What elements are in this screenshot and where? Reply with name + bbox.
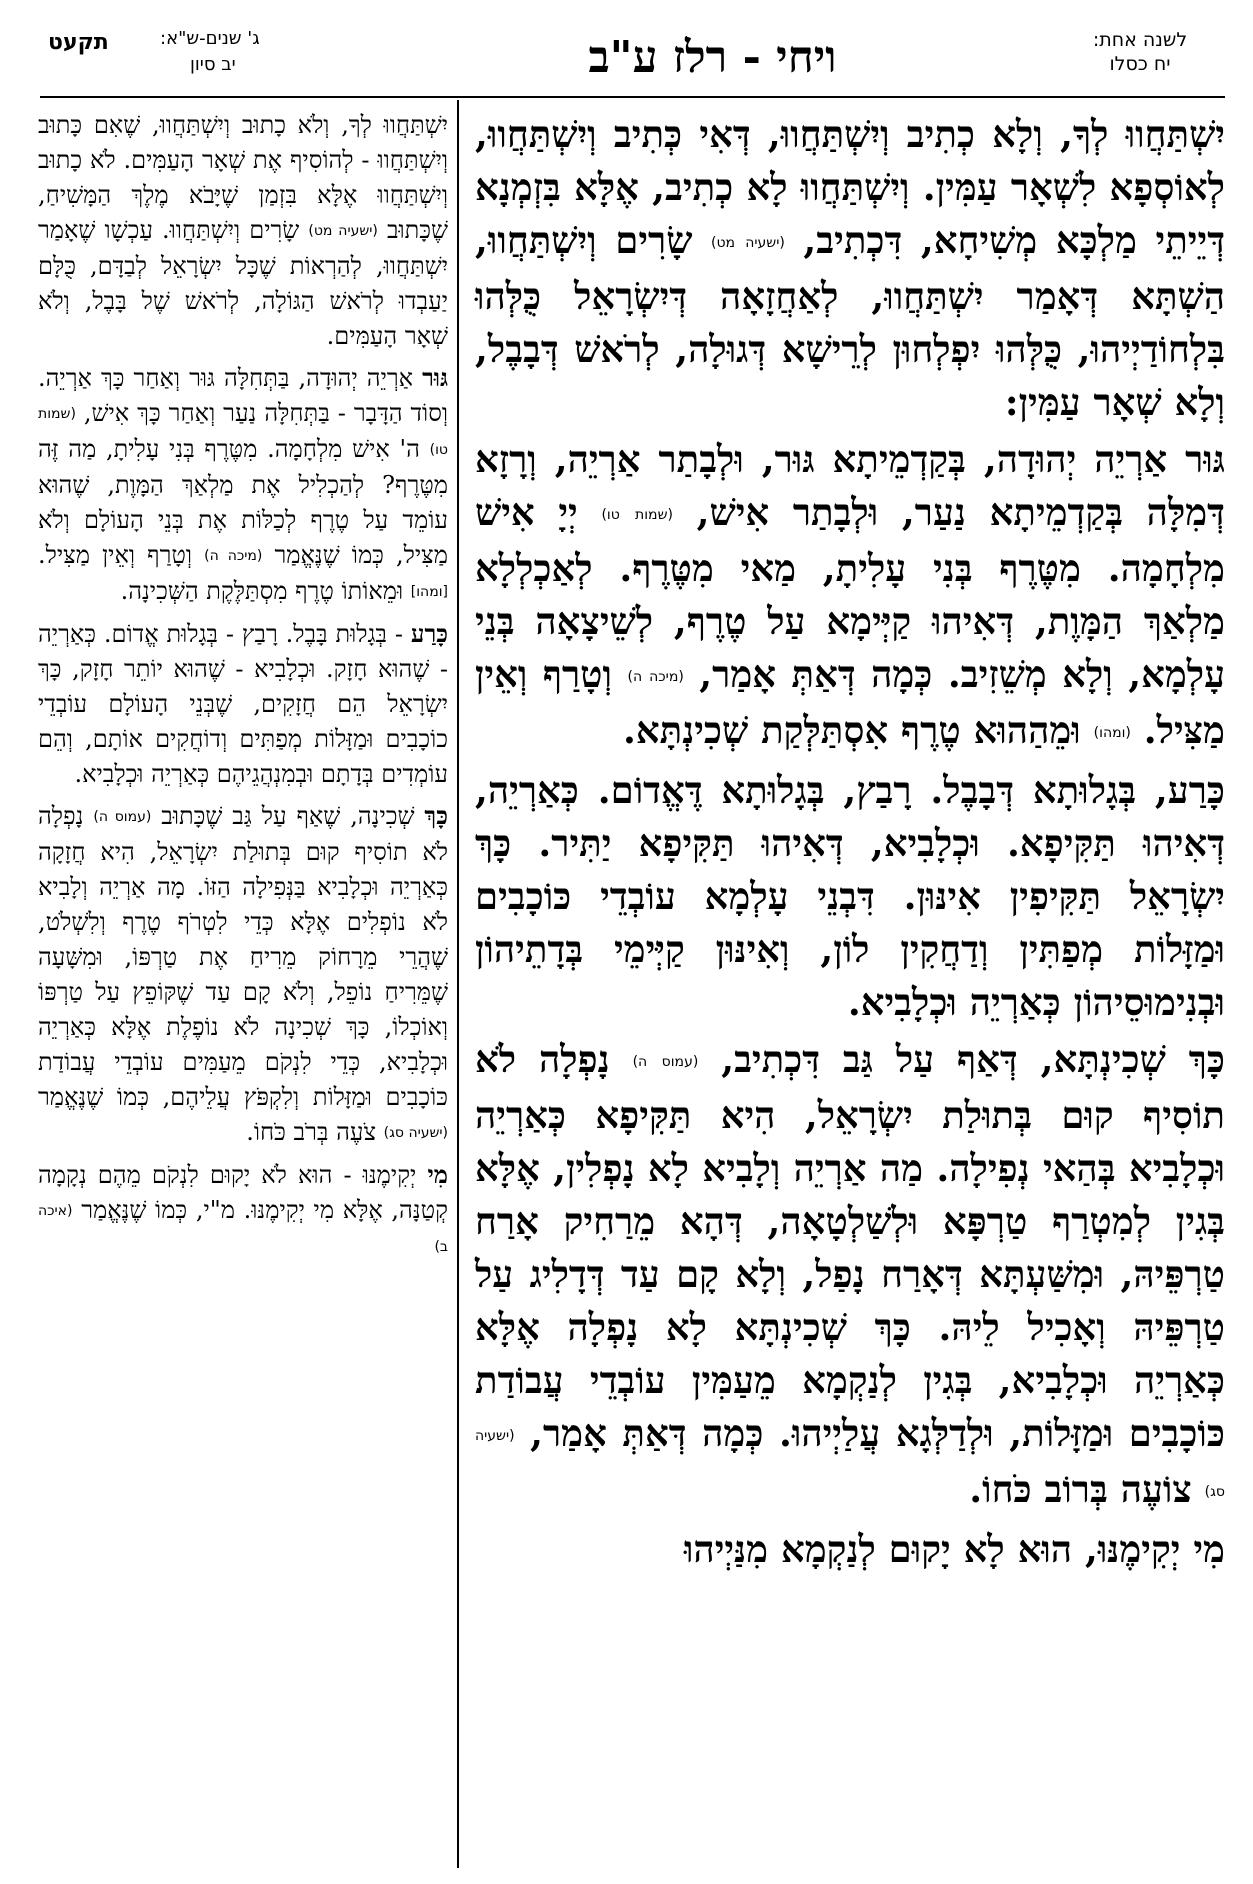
comm-c1-text-b: שָׂרִים וְיִשְׁתַּחֲווּ. עַכְשָׁו שֶׁאָמַר יִשְׁתַּחֲווּ, לְהַרְאוֹת שֶׁכָּל יִשְׂרָאֵל לְבַדָּם, כֻּלָּם יַעַבְדוּ לְרֹאשׁ הַגּוֹלָה, לְרֹאשׁ שֶׁל בָּבֶל, וְלֹא שְׁאָר הָעַמִּים. — [38, 216, 448, 350]
comm-lead-word: מִי — [427, 1160, 448, 1189]
source-ref: (שמות טו) — [38, 406, 448, 458]
comm-c2-text: אַרְיֵה יְהוּדָה, בַּתְּחִלָּה גּוּר וְאַחַר כָּךְ אַרְיֵה. וְסוֹד הַדָּבָר - בַּתְּחִלָּה נַעַר וְאַחַר כָּךְ אִישׁ, — [38, 364, 448, 427]
comm-c4-text: שְׁכִינָה, שֶׁאַף עַל גַּב שֶׁכָּתוּב — [161, 802, 415, 830]
main-p5-text: מִי יְקִימֶנּוּ, הוּא לָא יָקוּם לְנַקְמָא מִנַּיְיהוּ — [683, 1527, 1225, 1571]
column-divider — [457, 100, 459, 1868]
header-divider — [40, 96, 1225, 98]
source-ref: (שמות טו) — [601, 507, 673, 523]
source-ref: (עמוס ה) — [93, 809, 152, 825]
header-schedule-one-year — [1055, 28, 1225, 76]
header-one-year-date: יח כסלו — [1109, 53, 1171, 75]
main-paragraph-3 — [475, 764, 1225, 1029]
commentary-paragraph-4 — [38, 798, 448, 1151]
main-p2-text-b: יְיָ אִישׁ מִלְחָמָה. מִטֶּרֶף בְּנִי עָלִיתָ, מַאי מִטֶּרֶף. לְאַכְלְלָא מַלְאַךְ הַמָּוֶת, דְּאִיהוּ קַיְּימָא עַל טֶרֶף, לְשֵׁיצָאָה בְּנֵי עָלְמָא, וְלָא מְשֵׁזִיב. כְּמָה דְּאַתְּ אָמַר, — [475, 490, 1226, 696]
source-ref: [ומהו] — [410, 584, 448, 600]
comm-c4-text-b: נָפְלָה לֹא תוֹסִיף קוּם בְּתוּלַת יִשְׂרָאֵל, הִיא חֲזָקָה כְּאַרְיֵה וּכְלָבִיא בַּנְּפִילָה הַזּוֹ. מָה אַרְיֵה וְלָבִיא לֹא נוֹפְלִים אֶלָּא כְּדֵי לִטְרֹף טֶרֶף וְלִשְׁלֹט, שֶׁהֲרֵי מֵרָחוֹק מֵרִיחַ אֶת טַרְפּוֹ, וּמִשָּׁעָה שֶׁמֵּרִיחַ נוֹפֵל, וְלֹא קָם עַד שֶׁקּוֹפֵץ עַל טַרְפּוֹ וְאוֹכְלוֹ, כָּךְ שְׁכִינָה לֹא נוֹפֶלֶת אֶלָּא כְּאַרְיֵה וּכְלָבִיא, כְּדֵי לִנְקֹם מֵעַמִּים עוֹבְדֵי עֲבוֹדַת כּוֹכָבִים וּמַזָּלוֹת וְלִקְפֹּץ עֲלֵיהֶם, כְּמוֹ שֶׁנֶּאֱמַר — [38, 802, 448, 1111]
main-paragraph-5 — [475, 1523, 1225, 1576]
comm-lead-word: גּוּר — [422, 363, 448, 392]
comm-lead-word: כָּךְ — [424, 801, 448, 830]
main-p4-text-c: צוֹעֶה בְּרוֹב כֹּחוֹ. — [969, 1467, 1192, 1511]
main-p4-text-b: נָפְלָה לֹא תוֹסִיף קוּם בְּתוּלַת יִשְׂרָאֵל, הִיא תַּקִּיפָא כְּאַרְיֵה וּכְלָבִיא בְּהַאי נְפִילָה. מַה אַרְיֵה וְלָבִיא לָא נָפְלִין, אֶלָּא בְּגִין לְמִטְרַף טַרְפָּא וּלְשַׁלְטָאָה, דְּהָא מֵרַחִיק אָרַח טַרְפֵּיהּ, וּמִשַּׁעְתָּא דְּאָרַח נָפַל, וְלָא קָם עַד דְּדָלִיג עַל טַרְפֵּיהּ וְאָכִיל לֵיהּ. כָּךְ שְׁכִינְתָּא לָא נָפְלָה אֶלָּא כְּאַרְיֵה וּכְלָבִיא, בְּגִין לְנַקְמָא מֵעַמִּין עוֹבְדֵי עֲבוֹדַת כּוֹכָבִים וּמַזָּלוֹת, וּלְדַלְּגָא עֲלַיְיהוּ. כְּמָה דְּאַתְּ אָמַר, — [475, 1037, 1225, 1455]
commentary-paragraph-2 — [38, 360, 448, 610]
main-p2-text: גּוּר אַרְיֵה יְהוּדָה, בְּקַדְמֵיתָא גּוּר, וּלְבָתַר אַרְיֵה, וְרָזָא דְּמִלָּה בְּקַדְמֵיתָא נַעַר, וּלְבָתַר אִישׁ, — [475, 437, 1225, 534]
source-ref: (עמוס ה) — [632, 1054, 699, 1070]
comm-c5-text: יְקִימֶנּוּ - הוּא לֹא יָקוּם לִנְקֹם מֵהֶם נְקָמָה קְטַנָּה, אֶלָּא מִי יְקִימֶנּוּ. מ"י, כְּמוֹ שֶׁנֶּאֱמַר — [38, 1161, 448, 1224]
header-three-year-label: ג' שנים-ש"א: — [160, 28, 260, 49]
source-ref: (ישעיה סג) — [383, 1125, 448, 1141]
source-ref: (ומהו) — [1093, 725, 1131, 741]
main-p2-text-d: וּמֵהַהוּא טֶרֶף אִסְתַּלְּקַת שְׁכִינְתָּא. — [622, 708, 1081, 752]
source-ref: (מיכה ה) — [204, 548, 263, 564]
comm-c4-text-c: צֹעֶה בְּרֹב כֹּחוֹ. — [246, 1118, 377, 1146]
comm-c3-text: - בְּגָלוּת בָּבֶל. רָבַץ - בְּגָלוּת אֱדוֹם. כְּאַרְיֵה - שֶׁהוּא חָזָק. וּכְלָבִיא - שֶׁהוּא יוֹתֵר חָזָק, כָּךְ יִשְׂרָאֵל הֵם חֲזָקִים, שֶׁבְּנֵי הָעוֹלָם עוֹבְדֵי כוֹכָבִים וּמַזָּלוֹת מְפַתִּים וְדוֹחֲקִים אוֹתָם, וְהֵם עוֹמְדִים בְּדָתָם וּבְמִנְהֲגֵיהֶם כְּאַרְיֵה וּכְלָבִיא. — [38, 620, 448, 788]
main-text-column — [475, 108, 1225, 1580]
main-p1-text-b: שָׂרִים וְיִשְׁתַּחֲווּ, הַשְׁתָּא דְּאָמַר יִשְׁתַּחֲווּ, לְאַחֲזָאָה דְּיִשְׂרָאֵל כֻּלְּהוּ בִּלְחוֹדַיְיהוּ, כֻּלְּהוּ יִפְלְחוּן לְרֵישָׁא דְּגוּלָה, לְרֹאשׁ דְּבָבֶל, וְלָא שְׁאָר עַמִּין: — [475, 218, 1225, 424]
source-ref: (מיכה ה) — [627, 669, 684, 685]
comm-c2-text-b: ה' אִישׁ מִלְחָמָה. מִטֶּרֶף בְּנִי עָלִיתָ, מַה זֶּה מִטֶּרֶף? לְהַכְלִיל אֶת מַלְאַךְ הַמָּוֶת, שֶׁהוּא עוֹמֵד עַל טֶרֶף לְכַלּוֹת אֶת בְּנֵי הָעוֹלָם וְלֹא מַצִּיל, כְּמוֹ שֶׁנֶּאֱמַר — [38, 435, 448, 569]
comm-c2-text-d: וּמֵאוֹתוֹ טֶרֶף מִסְתַּלֶּקֶת הַשְּׁכִינָה. — [120, 577, 404, 605]
main-p3-text: כָּרַע, בְּגָלוּתָא דְּבָבֶל. רָבַץ, בְּגָלוּתָא דֶּאֱדוֹם. כְּאַרְיֵה, דְּאִיהוּ תַּקִּיפָא. וּכְלָבִיא, דְּאִיהוּ תַּקִּיפָא יַתִּיר. כָּךְ יִשְׂרָאֵל תַּקִּיפִין אִינּוּן. דִּבְנֵי עָלְמָא עוֹבְדֵי כּוֹכָבִים וּמַזָּלוֹת מְפַתִּין וְדַחֲקִין לוֹן, וְאִינּוּן קַיְּימֵי בְּדָתֵיהוֹן וּבְנִימוּסֵיהוֹן כְּאַרְיֵה וּכְלָבִיא. — [475, 768, 1225, 1024]
page-folio: תקעט — [48, 30, 109, 55]
commentary-column — [38, 108, 448, 1271]
commentary-paragraph-3 — [38, 616, 448, 792]
main-p2-text-c: וְטָרַף וְאֵין מַצִּיל. — [475, 652, 1225, 752]
source-ref: (ישעיה סג) — [475, 1428, 1225, 1500]
header-three-year-date: יב סיון — [190, 54, 236, 75]
main-paragraph-4 — [475, 1033, 1225, 1519]
comm-lead-word: כָּרַע — [410, 619, 448, 648]
commentary-paragraph-1 — [38, 108, 448, 354]
main-paragraph-2 — [475, 433, 1225, 760]
page-title: ויחי - רלז ע"ב — [588, 32, 837, 83]
main-paragraph-1 — [475, 108, 1225, 429]
header-one-year-label: לשנה אחת: — [1092, 29, 1188, 51]
main-p1-text: יִשְׁתַּחֲווּ לְךָ, וְלָא כְתִיב וְיִשְׁתַּחֲווּ, דְּאִי כְּתִיב וְיִשְׁתַּחֲווּ, לְאוֹסְפָא לִשְׁאָר עַמִּין. וְיִשְׁתַּחֲווּ לָא כְתִיב, אֶלָּא בִּזְמְנָא דְּיֵיתֵי מַלְכָּא מְשִׁיחָא, דִּכְתִיב, — [475, 112, 1225, 262]
main-p4-text: כָּךְ שְׁכִינְתָּא, דְּאַף עַל גַּב דִּכְתִיב, — [721, 1037, 1225, 1081]
commentary-paragraph-5 — [38, 1157, 448, 1265]
source-ref: (ישעיה מט) — [308, 223, 378, 239]
comm-c1-text: יִשְׁתַּחֲווּ לְךָ, וְלֹא כָתוּב וְיִשְׁתַּחֲווּ, שֶׁאִם כָּתוּב וְיִשְׁתַּחֲווּ - לְהוֹסִיף אֶת שְׁאָר הָעַמִּים. לֹא כָתוּב וְיִשְׁתַּחֲווּ אֶלָּא בִּזְמַן שֶׁיָּבֹא מֶלֶךְ הַמָּשִׁיחַ, שֶׁכָּתוּב — [38, 111, 449, 244]
source-ref: (ישעיה מט) — [711, 235, 785, 251]
comm-c2-text-c: וְטָרַף וְאֵין מַצִּיל. — [38, 541, 193, 569]
source-ref: (איכה ב) — [38, 1203, 448, 1255]
